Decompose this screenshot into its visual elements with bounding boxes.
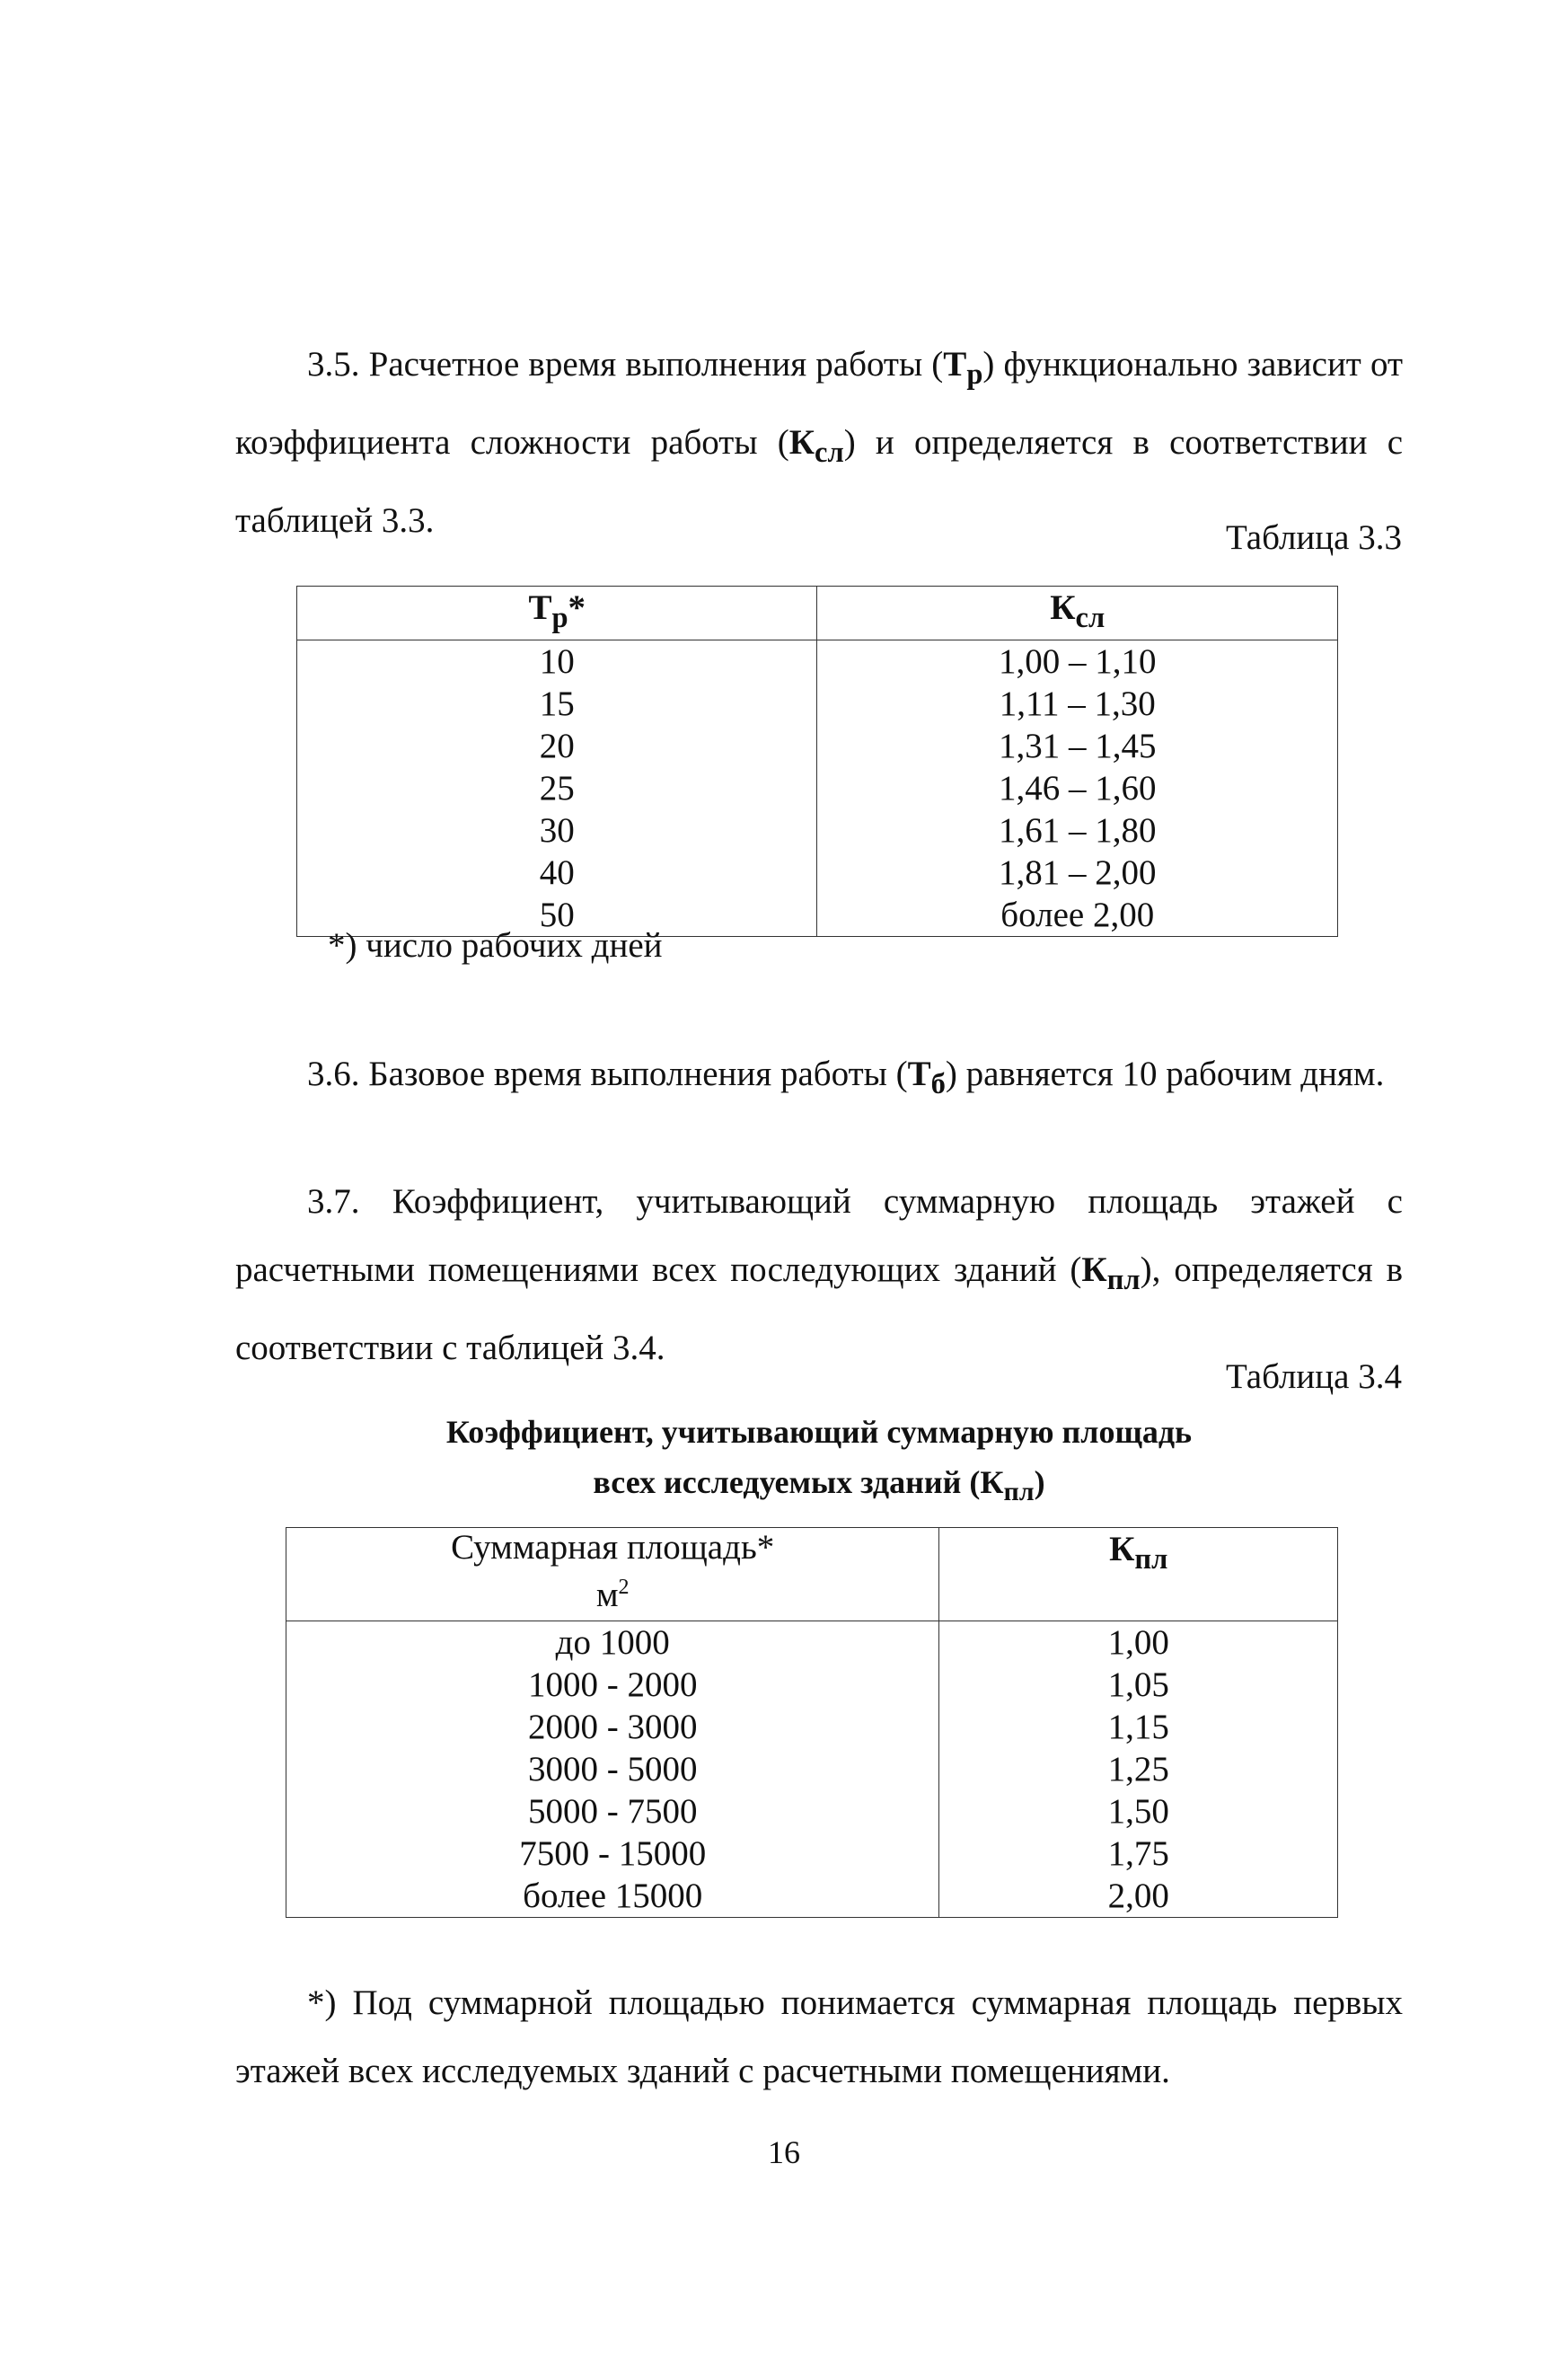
table-row: 50 более 2,00 [297, 894, 1338, 937]
table-3-4-title [235, 1407, 1403, 1517]
title-line: всех исследуемых зданий $(К_{пл})$ [593, 1464, 1045, 1507]
subscript: сл [815, 436, 844, 469]
table-3-3-footnote: *) число рабочих дней [328, 926, 663, 965]
table-3-3 [296, 586, 1338, 937]
table-3-3-header-tr: $Т_р*$ [297, 587, 817, 640]
table-3-3-caption: Таблица 3.3 [1225, 518, 1402, 557]
table-3-4-header-k: $К_{пл}$ [939, 1528, 1338, 1621]
symbol: К [788, 422, 815, 462]
title-line: Коэффициент, учитывающий суммарную площадь [445, 1414, 1193, 1450]
page-number: 16 [768, 2134, 800, 2170]
subscript: р [966, 358, 983, 391]
table-row: 10 1,00 – 1,10 [297, 640, 1338, 683]
table-3-3-header-k: $К_{сл}$ [817, 587, 1338, 640]
table-row: 40 1,81 – 2,00 [297, 852, 1338, 894]
table-row: более 15000 2,00 [286, 1875, 1338, 1918]
table-3-4-caption: Таблица 3.4 [1225, 1357, 1402, 1396]
text: 3.5. Расчетное время выполнения работы ( [307, 345, 944, 384]
table-row: 5000 - 7500 1,50 [286, 1790, 1338, 1833]
table-row: до 1000 1,00 [286, 1621, 1338, 1665]
table-row: 20 1,31 – 1,45 [297, 725, 1338, 767]
table-3-4-header-area: Суммарная площадь* $м^2$ [286, 1528, 939, 1621]
text: ) функционально зависит от коэффициента сложности работы ( [235, 345, 1404, 462]
table-3-4 [286, 1527, 1338, 1918]
table-row: 2000 - 3000 1,15 [286, 1706, 1338, 1748]
paragraph-3-7: 3.7. Коэффициент, учитывающий суммарную площадь этажей с расчетными помещениями всех последующих зданий $(К_{пл})$, определяется в соответствии с таблицей 3.4. [235, 1182, 1403, 1367]
table-row: 1000 - 2000 1,05 [286, 1664, 1338, 1706]
table-row: 3000 - 5000 1,25 [286, 1748, 1338, 1790]
text: ) и определяется в соответствии с таблицей 3.3. [235, 422, 1404, 540]
symbol: Т [943, 345, 967, 384]
table-row: 15 1,11 – 1,30 [297, 683, 1338, 725]
paragraph-3-6: 3.6. Базовое время выполнения работы $(Т_б)$ равняется 10 рабочим дням. [307, 1055, 1385, 1100]
table-row: 30 1,61 – 1,80 [297, 809, 1338, 852]
table-row: 25 1,46 – 1,60 [297, 767, 1338, 809]
table-row: 7500 - 15000 1,75 [286, 1833, 1338, 1875]
table-3-4-footnote: *) Под суммарной площадью понимается суммарная площадь первых этажей всех исследуемых зданий с расчетными помещениями. [235, 1983, 1403, 2090]
